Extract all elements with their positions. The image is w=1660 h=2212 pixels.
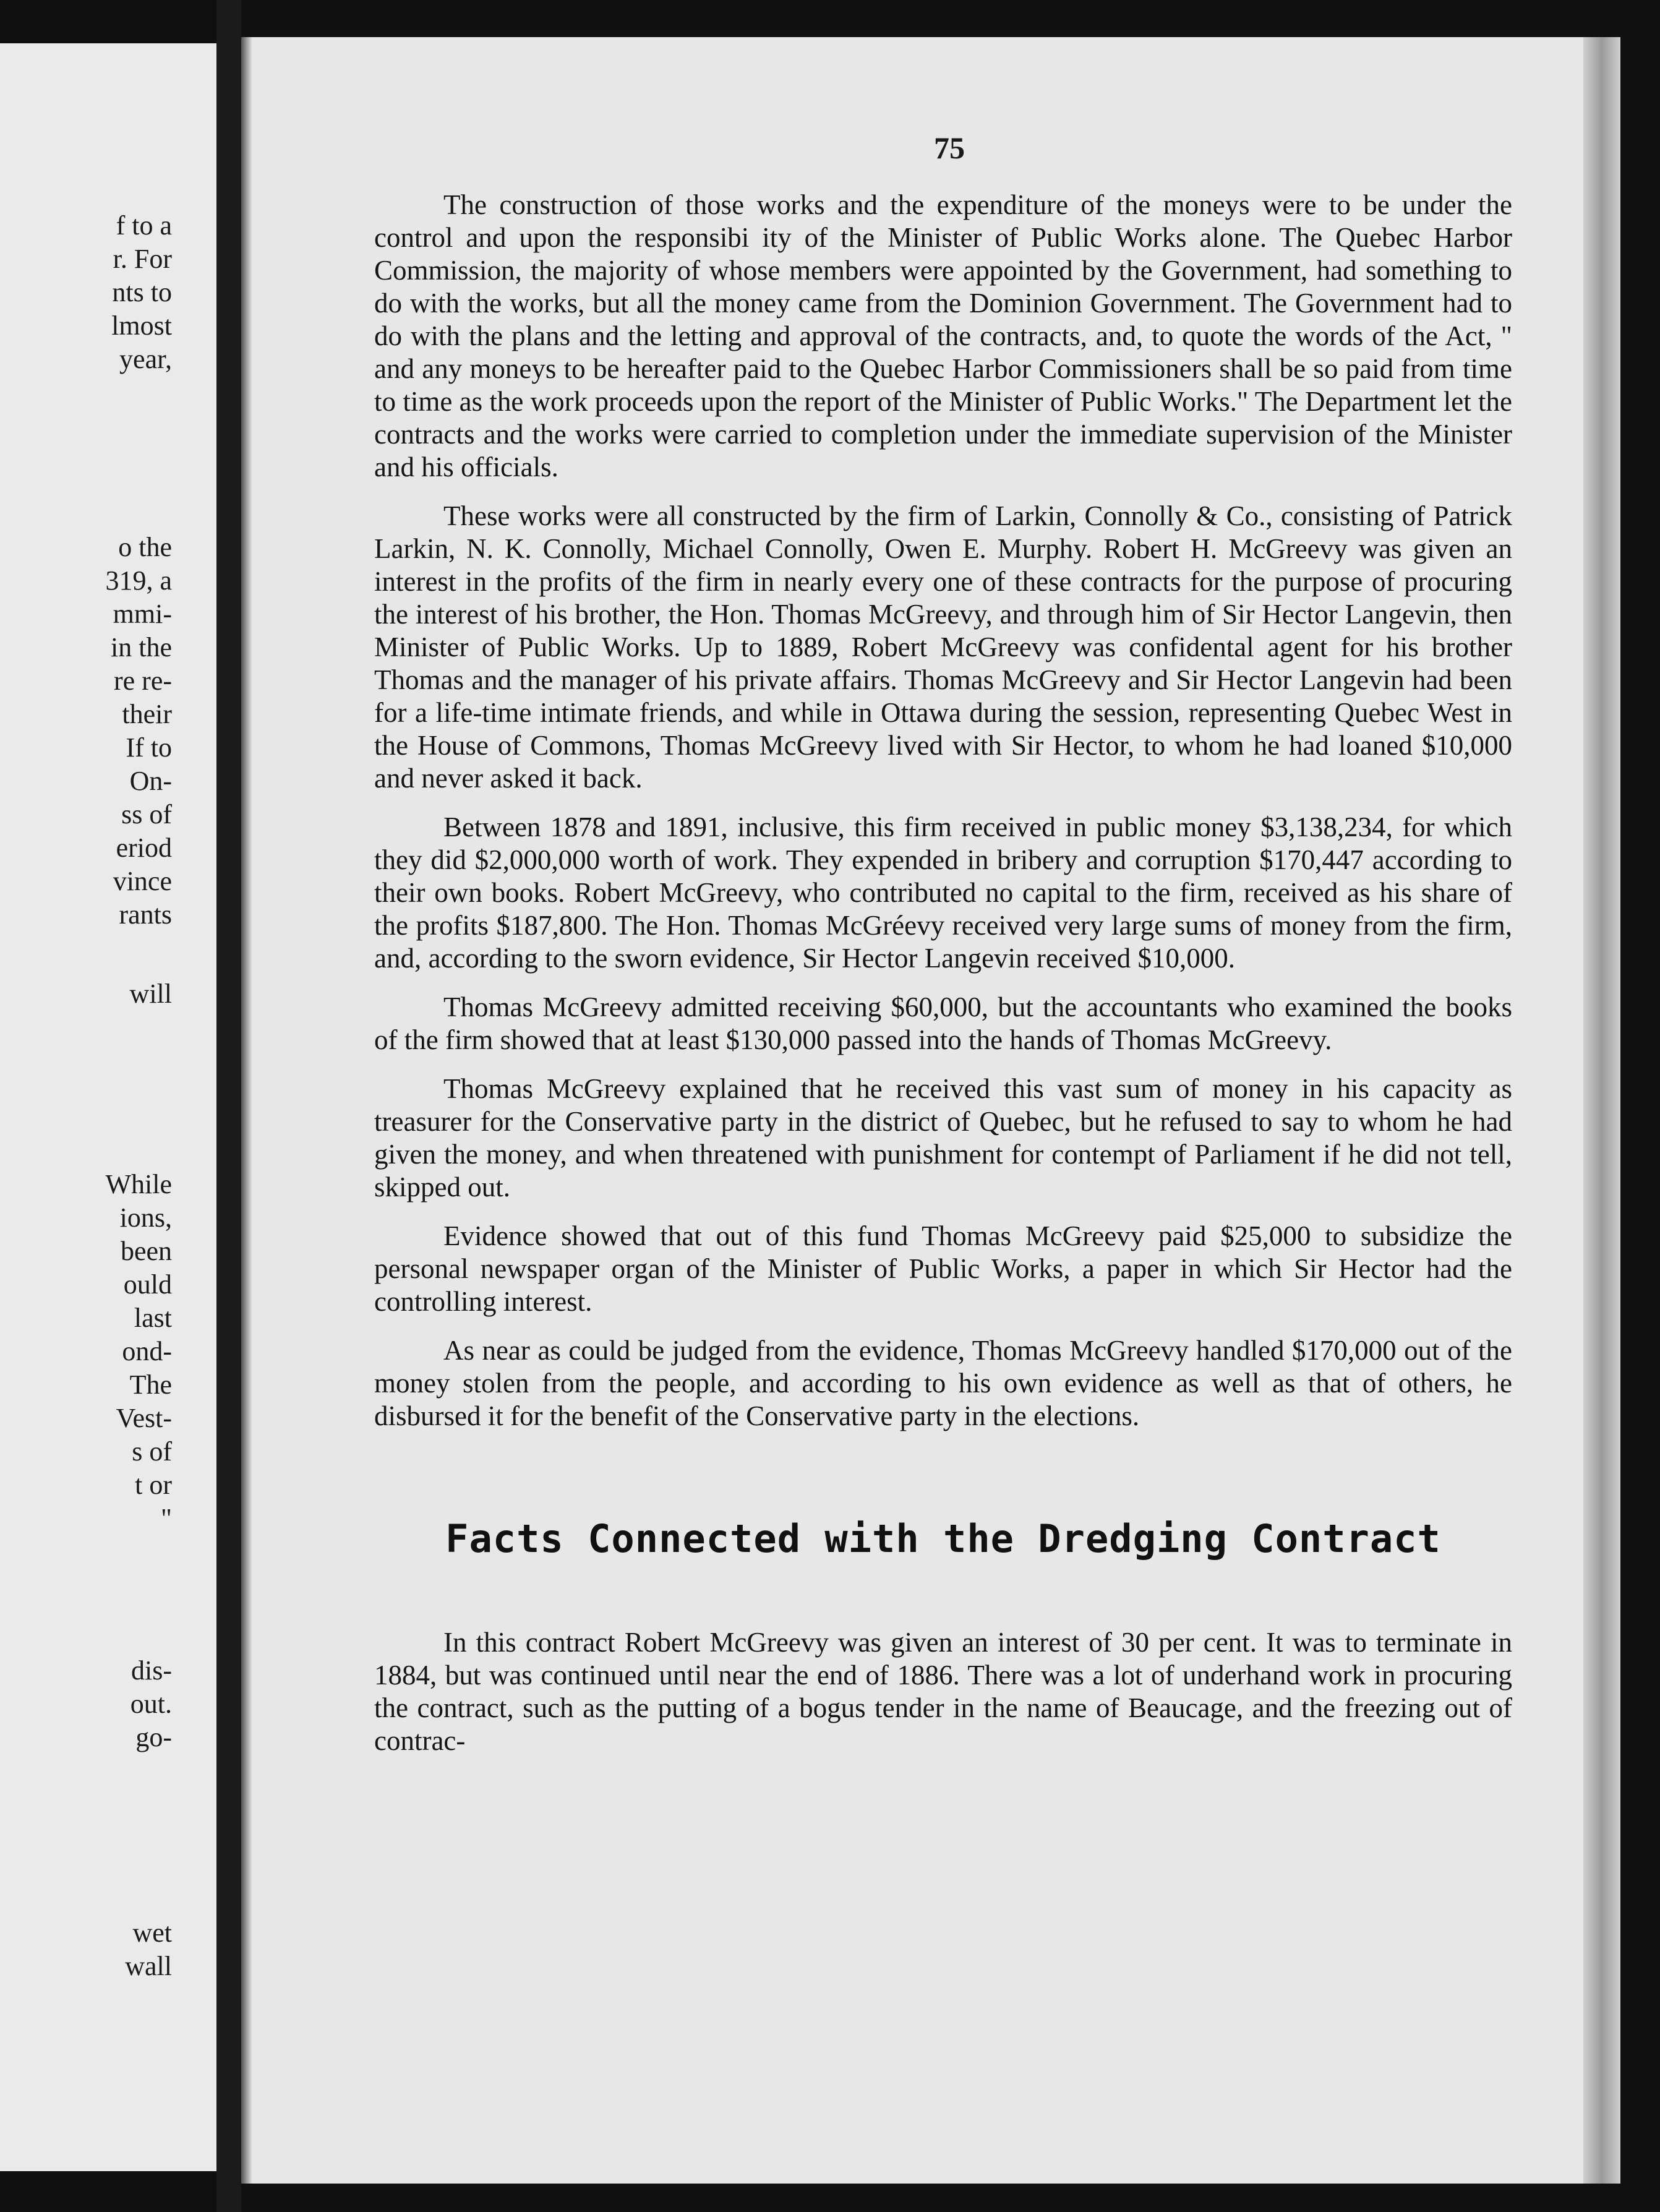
facing-page-fragment: wall: [125, 1951, 172, 1981]
facing-page-fragment: f to a: [116, 210, 172, 241]
paragraph: Evidence showed that out of this fund Thomas McGreevy paid $25,000 to subsidize the personal newspaper organ of the Minister of Public Works, a paper in which Sir Hector had the controlling interest.: [374, 1220, 1512, 1317]
facing-page-fragment: nts to: [112, 277, 172, 307]
facing-page-fragment: vince: [113, 866, 172, 896]
facing-page-fragment: last: [134, 1303, 172, 1333]
facing-page-fragment: out.: [130, 1689, 172, 1719]
page-number: 75: [934, 131, 965, 165]
facing-page-fragment: o the: [118, 532, 172, 562]
facing-page-fragment: rants: [119, 899, 172, 930]
book-gutter: [216, 0, 241, 2212]
paragraph: Between 1878 and 1891, inclusive, this firm received in public money $3,138,234, for which they did $2,000,000 worth of work. They expended in bribery and corruption $170,447 according to their own books. Robert McGreevy, who contributed no capital to the firm, received as his share of the profits $187,800. The Hon. Thomas McGréevy received very large sums of money from the firm, and, according to the sworn evidence, Sir Hector Langevin received $10,000.: [374, 812, 1512, 974]
paragraph: In this contract Robert McGreevy was given an interest of 30 per cent. It was to terminate in 1884, but was continued until near the end of 1886. There was a lot of underhand work in procuring the contract, such as the putting of a bogus tender in the name of Beaucage, and the freezing out of contrac-: [374, 1627, 1512, 1756]
page-edge: [1583, 37, 1620, 2184]
facing-page-fragment: will: [129, 979, 172, 1009]
facing-page-fragment: eriod: [116, 833, 172, 863]
facing-page-fragment: On-: [129, 766, 172, 796]
facing-page-left: [0, 43, 216, 2171]
facing-page-fragment: The: [129, 1370, 172, 1400]
paragraph: Thomas McGreevy admitted receiving $60,000, but the accountants who examined the books of the firm showed that at least $130,000 passed into the hands of Thomas McGreevy.: [374, 992, 1512, 1055]
facing-page-fragment: s of: [132, 1436, 172, 1467]
paragraph: The construction of those works and the expenditure of the moneys were to be under the control and upon the responsibi ity of the Minister of Public Works alone. The Quebec Harbor Commission, the majority of whose members were appointed by the Government, had something to do with the works, but all the money came from the Dominion Government. The Government had to do with the plans and the letting and approval of the contracts, and, to quote the words of the Act, " and any moneys to be hereafter paid to the Quebec Harbor Commissioners shall be so paid from time to time as the work proceeds upon the report of the Minister of Public Works." The Department let the contracts and the works were carried to completion under the immediate supervision of the Minister and his officials.: [374, 189, 1512, 482]
facing-page-fragment: ss of: [121, 799, 172, 830]
document-page: [241, 37, 1620, 2184]
body-text: [374, 189, 1512, 1773]
facing-page-fragment: ": [161, 1503, 172, 1533]
facing-page-fragment: re re-: [113, 666, 172, 696]
facing-page-fragment: been: [120, 1236, 172, 1266]
facing-page-fragment: year,: [119, 344, 172, 374]
facing-page-fragment: t or: [135, 1470, 172, 1500]
facing-page-fragment: mmi-: [113, 599, 172, 629]
facing-page-fragment: Vest-: [116, 1403, 172, 1433]
facing-page-fragment: wet: [132, 1918, 172, 1948]
facing-page-fragment: lmost: [111, 311, 172, 341]
facing-page-fragment: 319, a: [105, 565, 172, 596]
facing-page-fragment: While: [105, 1169, 172, 1199]
facing-page-fragment: ould: [123, 1269, 172, 1300]
page-binding-shadow: [241, 37, 252, 2184]
paragraph: Thomas McGreevy explained that he received this vast sum of money in his capacity as treasurer for the Conservative party in the district of Quebec, but he refused to say to whom he had given the money, and when threatened with punishment for contempt of Parliament if he did not tell, skipped out.: [374, 1073, 1512, 1202]
paragraph: These works were all constructed by the firm of Larkin, Connolly & Co., consisting of Patrick Larkin, N. K. Connolly, Michael Connolly, Owen E. Murphy. Robert H. McGreevy was given an interest in the profits of the firm in nearly every one of these contracts for the purpose of procuring the interest of his brother, the Hon. Thomas McGreevy, and through him of Sir Hector Langevin, then Minister of Public Works. Up to 1889, Robert McGreevy was confidental agent for his brother Thomas and the manager of his private affairs. Thomas McGreevy and Sir Hector Langevin had been for a life-time intimate friends, and while in Ottawa during the session, representing Quebec West in the House of Commons, Thomas McGreevy lived with Sir Hector, to whom he had loaned $10,000 and never asked it back.: [374, 500, 1512, 794]
facing-page-fragment: r. For: [113, 244, 172, 274]
facing-page-fragment: ions,: [119, 1202, 172, 1233]
paragraph: As near as could be judged from the evidence, Thomas McGreevy handled $170,000 out of the money stolen from the people, and according to his own evidence as well as that of others, he disbursed it for the benefit of the Conservative party in the elections.: [374, 1335, 1512, 1431]
facing-page-fragment: ond-: [122, 1336, 172, 1366]
facing-page-fragment: go-: [135, 1722, 172, 1752]
facing-page-fragment: in the: [111, 632, 172, 662]
facing-page-fragment: dis-: [131, 1655, 172, 1686]
section-heading: Facts Connected with the Dredging Contract: [445, 1516, 1441, 1561]
facing-page-fragment: their: [122, 699, 172, 729]
facing-page-fragment: If to: [126, 732, 172, 763]
